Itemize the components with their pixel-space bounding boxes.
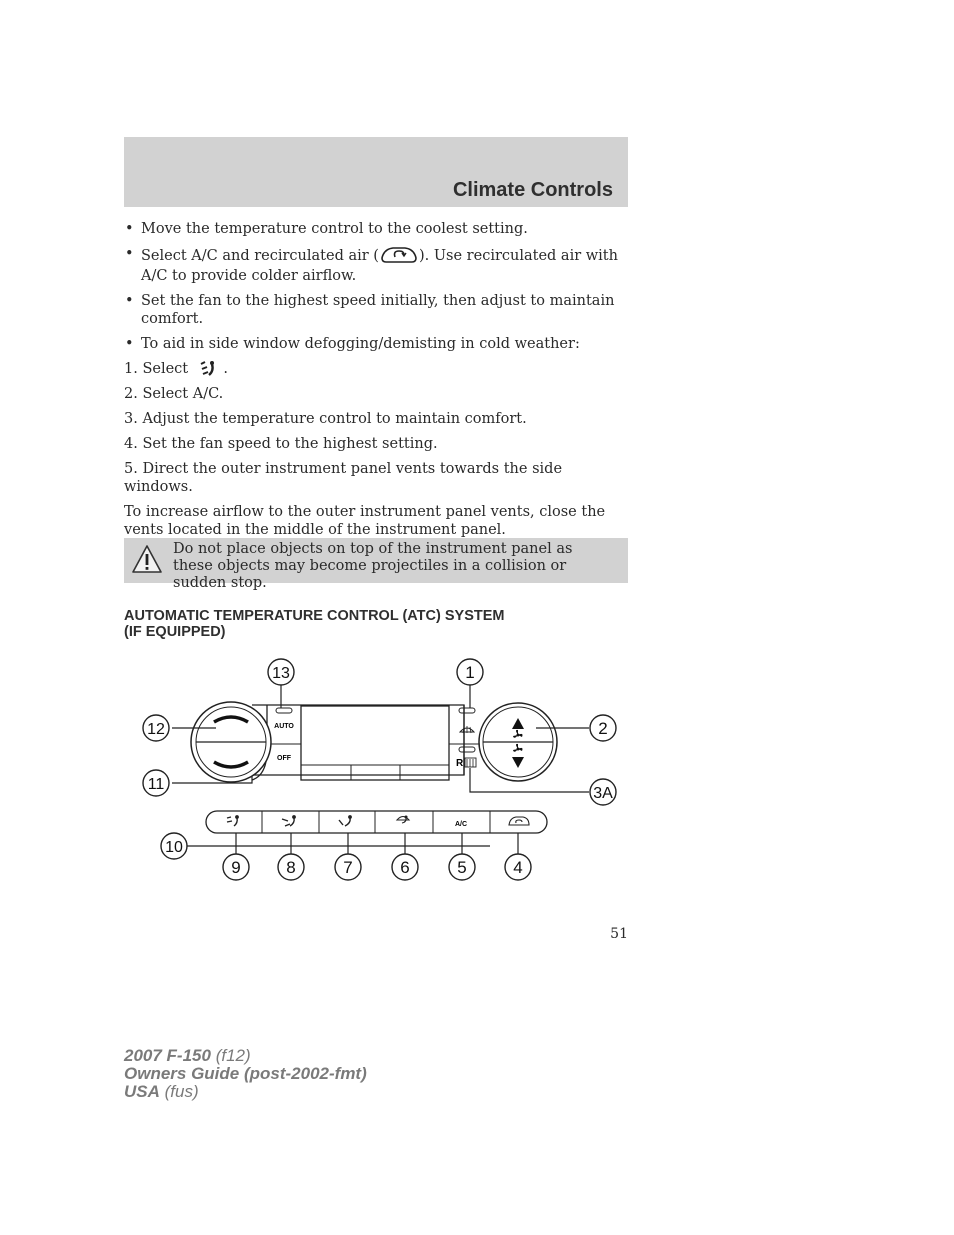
warning-box [124, 538, 628, 591]
step-item: 4. Set the fan speed to the highest setting. [124, 436, 438, 452]
step-item: 2. Select A/C. [124, 386, 224, 402]
atc-control-panel-diagram [124, 650, 628, 890]
footer-model-code: (f12) [215, 1046, 251, 1065]
step-item: 5. Direct the outer instrument panel vents towards the side windows. [124, 461, 563, 495]
callout-label: 4 [513, 858, 523, 877]
page-title: Climate Controls [452, 179, 613, 201]
footer-guide: Owners Guide (post-2002-fmt) [124, 1064, 367, 1083]
callout-label: 13 [272, 665, 290, 682]
ac-label: A/C [454, 821, 468, 828]
callout-label: 1 [465, 663, 475, 682]
page-header [124, 137, 628, 207]
step-text: 1. Select [124, 361, 189, 377]
main-content [124, 220, 628, 539]
floor-defrost-mode-icon [193, 360, 219, 378]
callout-label: 2 [598, 719, 608, 738]
callout-label: 3A [593, 785, 613, 802]
section-heading-line: (IF EQUIPPED) [124, 624, 226, 640]
callout-label: 10 [165, 839, 183, 856]
paragraph: To increase airflow to the outer instrument panel vents, close the vents located in the middle of the instrument panel. [124, 504, 606, 538]
footer-market: USA [124, 1082, 160, 1101]
footer-model: 2007 F-150 [124, 1046, 211, 1065]
bullet-text: Move the temperature control to the coolest setting. [141, 221, 528, 237]
bullet-text: Set the fan to the highest speed initially, then adjust to maintain comfort. [141, 293, 615, 327]
bullet-item: • To aid in side window defogging/demisting in cold weather: [125, 336, 580, 352]
callout-label: 8 [286, 858, 296, 877]
footer-market-code: (fus) [164, 1082, 199, 1101]
callout-label: 7 [343, 858, 353, 877]
callout-label: 6 [400, 858, 410, 877]
warning-text: Do not place objects on top of the instrument panel as these objects may become projectiles in a collision or sudden stop. [173, 541, 573, 591]
page-number: 51 [610, 926, 628, 942]
callout-label: 12 [147, 721, 165, 738]
recirculated-air-icon [379, 245, 419, 267]
bullet-text: To aid in side window defogging/demisting in cold weather: [141, 336, 580, 352]
fan-speed-knob [479, 703, 557, 781]
bullet-item: • Set the fan to the highest speed initially, then adjust to maintain comfort. [125, 293, 615, 327]
rear-defrost-icon [465, 758, 476, 767]
section-heading [124, 608, 628, 640]
document-footer [124, 1047, 367, 1101]
warning-triangle-icon [131, 543, 163, 575]
callout-label: 11 [147, 776, 165, 793]
callout-label: 5 [457, 858, 467, 877]
bullet-item: • Select A/C and recirculated air ( ). Use recirculated air with A/C to provide colder airflow. [125, 246, 618, 284]
front-defrost-icon [460, 726, 474, 733]
step-item: 3. Adjust the temperature control to maintain comfort. [124, 411, 527, 427]
rear-defrost-label: R [456, 758, 464, 769]
step-item [124, 360, 628, 378]
callout-label: 9 [231, 858, 241, 877]
bullet-text: Select A/C and recirculated air ( [141, 248, 379, 264]
step-text: . [223, 361, 228, 377]
bullet-item: • Move the temperature control to the coolest setting. [125, 221, 528, 237]
auto-label: AUTO [274, 723, 294, 730]
off-label: OFF [277, 755, 291, 762]
bullet-text: ). Use recirculated air with A/C to provide colder airflow. [141, 248, 618, 284]
section-heading-line: AUTOMATIC TEMPERATURE CONTROL (ATC) SYSTEM [124, 608, 505, 624]
temperature-knob [191, 702, 271, 782]
